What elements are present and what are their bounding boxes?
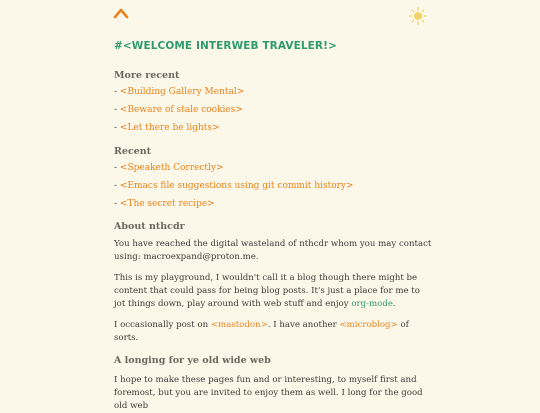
- list-item: - <Emacs file suggestions using git commit history>: [114, 181, 354, 191]
- list-item: - <Beware of stale cookies>: [114, 105, 243, 115]
- post-link[interactable]: <The secret recipe>: [119, 199, 215, 209]
- about-paragraph-playground: This is my playground, I wouldn't call it a blog though there might be content that could pass for being blog posts. It's just a place for me to jot things down, play around with web stuff and enjoy org-mode.: [114, 273, 420, 309]
- about-paragraph-contact: You have reached the digital wasteland of nthcdr whom you may contact using: macroexpand@proton.me.: [114, 239, 432, 262]
- top-bar: [0, 0, 540, 30]
- page-title: #<WELCOME INTERWEB TRAVELER!>: [114, 40, 337, 52]
- about-paragraph-social: I occasionally post on <mastodon>. I have another <microblog> of sorts.: [114, 320, 409, 343]
- more-recent-list: [114, 83, 432, 137]
- org-mode-link[interactable]: org-mode: [351, 299, 393, 309]
- list-item: - <Speaketh Correctly>: [114, 163, 224, 173]
- post-link[interactable]: <Let there be lights>: [119, 123, 220, 133]
- mastodon-link[interactable]: <mastodon>: [210, 320, 268, 330]
- recent-heading: Recent: [114, 146, 152, 157]
- recent-list: [114, 159, 432, 213]
- main-content: [114, 38, 432, 413]
- longing-paragraph: I hope to make these pages fun and or interesting, to myself first and foremost, but you are invited to enjoy them as well. I long for the good old web: [114, 375, 423, 411]
- post-link[interactable]: <Beware of stale cookies>: [119, 105, 243, 115]
- microblog-link[interactable]: <microblog>: [339, 320, 398, 330]
- list-item: - <The secret recipe>: [114, 199, 215, 209]
- list-item: - <Building Gallery Mental>: [114, 87, 245, 97]
- list-item: - <Let there be lights>: [114, 123, 220, 133]
- longing-heading: A longing for ye old wide web: [114, 355, 271, 366]
- post-link[interactable]: <Speaketh Correctly>: [119, 163, 224, 173]
- sun-icon[interactable]: [409, 7, 427, 25]
- more-recent-heading: More recent: [114, 70, 180, 81]
- post-link[interactable]: <Emacs file suggestions using git commit history>: [119, 181, 354, 191]
- chevron-up-icon[interactable]: [113, 6, 129, 20]
- about-heading: About nthcdr: [114, 221, 185, 232]
- post-link[interactable]: <Building Gallery Mental>: [119, 87, 245, 97]
